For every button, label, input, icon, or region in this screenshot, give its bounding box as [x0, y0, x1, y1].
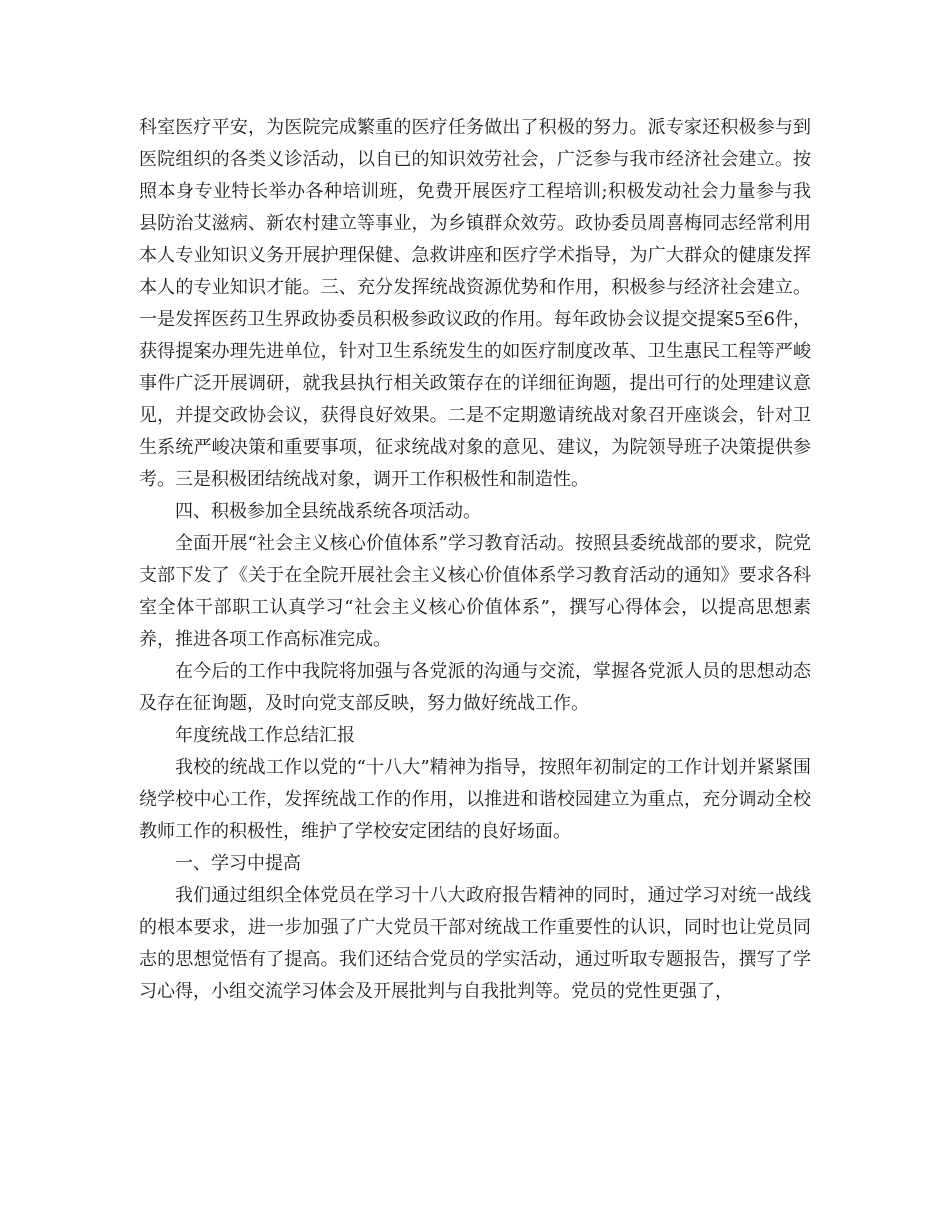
document-body — [139, 112, 811, 1008]
paragraph-study: 我们通过组织全体党员在学习十八大政府报告精神的同时，通过学习对统一战线的根本要求，进一步加强了广大党员干部对统战工作重要性的认识，同时也让党员同志的思想觉悟有了提高。我们还结合党员的学实活动，通过听取专题报告，撰写了学习心得，小组交流学习体会及开展批判与自我批判等。党员的党性更强了， — [139, 885, 811, 1002]
paragraph-continuation: 科室医疗平安，为医院完成繁重的医疗任务做出了积极的努力。派专家还积极参与到医院组织的各类义诊活动，以自已的知识效劳社会，广泛参与我市经济社会建立。按照本身专业特长举办各种培训班，免费开展医疗工程培训;积极发动社会力量参与我县防治艾滋病、新农村建立等事业，为乡镇群众效劳。政协委员周喜梅同志经常利用本人专业知识义务开展护理保健、急救讲座和医疗学术指导，为广大群众的健康发挥本人的专业知识才能。三、充分发挥统战资源优势和作用，积极参与经济社会建立。一是发挥医药卫生界政协委员积极参政议政的作用。每年政协会议提交提案5至6件，获得提案办理先进单位，针对卫生系统发生的如医疗制度改革、卫生惠民工程等严峻事件广泛开展调研，就我县执行相关政策存在的详细征询题，提出可行的处理建议意见，并提交政协会议，获得良好效果。二是不定期邀请统战对象召开座谈会，针对卫生系统严峻决策和重要事项，征求统战对象的意见、建议，为院领导班子决策提供参考。三是积极团结统战对象，调开工作积极性和制造性。 — [139, 117, 811, 490]
section-heading-one: 一、学习中提高 — [175, 853, 301, 874]
report-title: 年度统战工作总结汇报 — [175, 725, 355, 746]
paragraph-school-intro: 我校的统战工作以党的“十八大”精神为指导，按照年初制定的工作计划并紧紧围绕学校中心工作，发挥统战工作的作用，以推进和谐校园建立为重点，充分调动全校教师工作的积极性，维护了学校安定团结的良好场面。 — [139, 757, 811, 842]
paragraph-future-work: 在今后的工作中我院将加强与各党派的沟通与交流，掌握各党派人员的思想动态及存在征询题，及时向党支部反映，努力做好统战工作。 — [139, 661, 811, 714]
paragraph-core-values: 全面开展“社会主义核心价值体系”学习教育活动。按照县委统战部的要求，院党支部下发了《关于在全院开展社会主义核心价值体系学习教育活动的通知》要求各科室全体干部职工认真学习“社会主义核心价值体系”，撰写心得体会，以提高思想素养，推进各项工作高标准完成。 — [139, 533, 811, 650]
section-heading-four: 四、积极参加全县统战系统各项活动。 — [175, 501, 481, 522]
